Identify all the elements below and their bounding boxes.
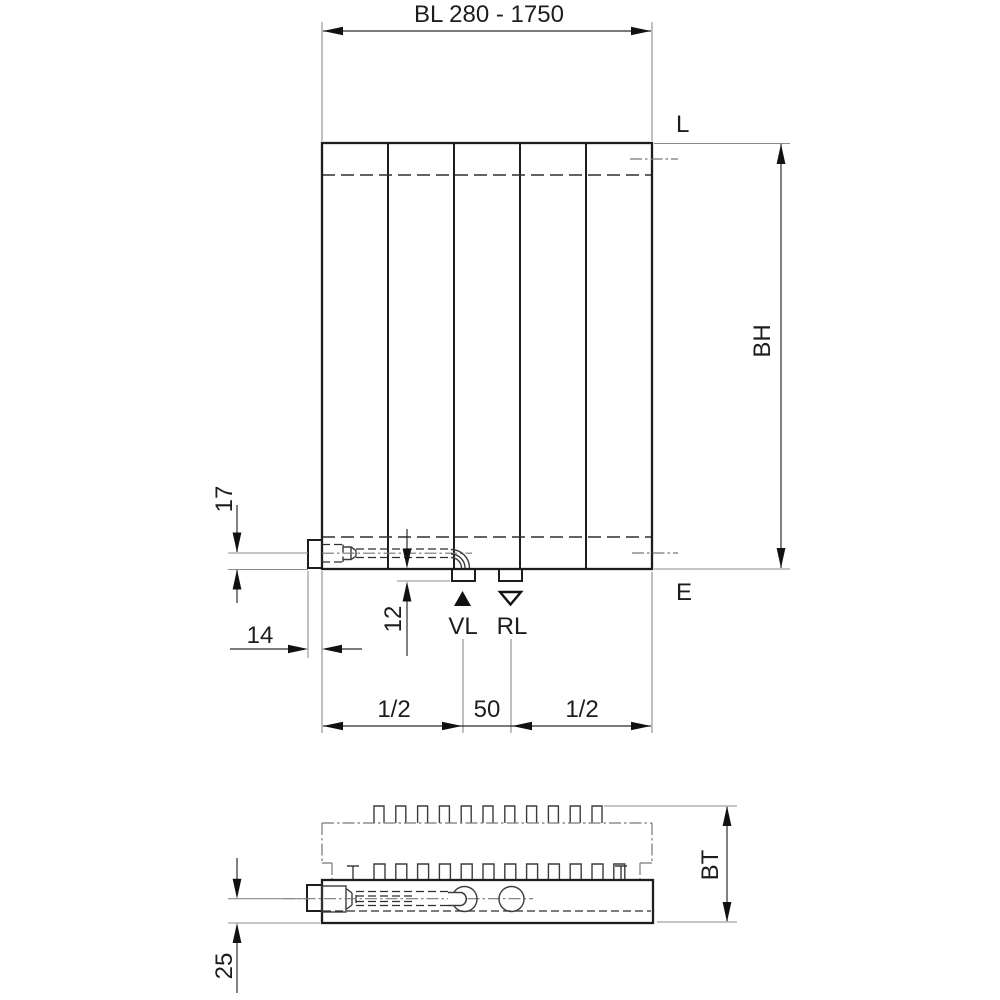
l-label: L [676, 111, 690, 138]
reference-line-top [654, 111, 790, 144]
dim-12-label: 12 [380, 605, 407, 633]
chain-right-label: 1/2 [565, 696, 599, 723]
dim-17-label: 17 [211, 485, 238, 513]
bottom-view [283, 806, 653, 923]
bl-dimension-label: BL 280 - 1750 [414, 1, 564, 28]
supply-nipple [452, 569, 475, 581]
dimension-14 [230, 571, 362, 733]
e-label: E [676, 579, 693, 606]
chain-left-label: 1/2 [377, 696, 411, 723]
return-nipple [499, 569, 522, 581]
valve-block-bottom [307, 885, 322, 911]
dimension-25 [211, 858, 320, 993]
valve-detail-front [308, 540, 472, 568]
dimension-bl [322, 1, 652, 141]
return-label: RL [496, 613, 528, 640]
reference-line-bottom [654, 569, 790, 606]
dimension-bh [749, 144, 785, 568]
supply-pipe-cap [448, 893, 466, 906]
radiator-outline [322, 143, 652, 569]
return-marker [497, 592, 528, 640]
fin-teeth-bottom [374, 864, 625, 880]
chain-center-label: 50 [473, 696, 501, 723]
header-centerline-stubs [630, 159, 678, 553]
front-view [308, 143, 678, 640]
dim-25-label: 25 [211, 952, 238, 980]
supply-label: VL [448, 613, 478, 640]
dim-14-label: 14 [246, 622, 274, 649]
dimension-17 [211, 486, 308, 603]
supply-triangle-icon [454, 591, 471, 606]
dimension-chain-bottom [323, 572, 652, 733]
return-triangle-icon [500, 592, 521, 605]
fin-teeth-top [374, 806, 602, 823]
panel-separators [388, 143, 586, 569]
bt-dimension-label: BT [697, 849, 724, 881]
bh-dimension-label: BH [749, 324, 776, 358]
hidden-header-lines [322, 175, 652, 537]
dimension-12 [380, 529, 450, 656]
valve-block-front [308, 540, 322, 568]
end-webs [347, 866, 627, 879]
supply-marker [448, 591, 477, 640]
